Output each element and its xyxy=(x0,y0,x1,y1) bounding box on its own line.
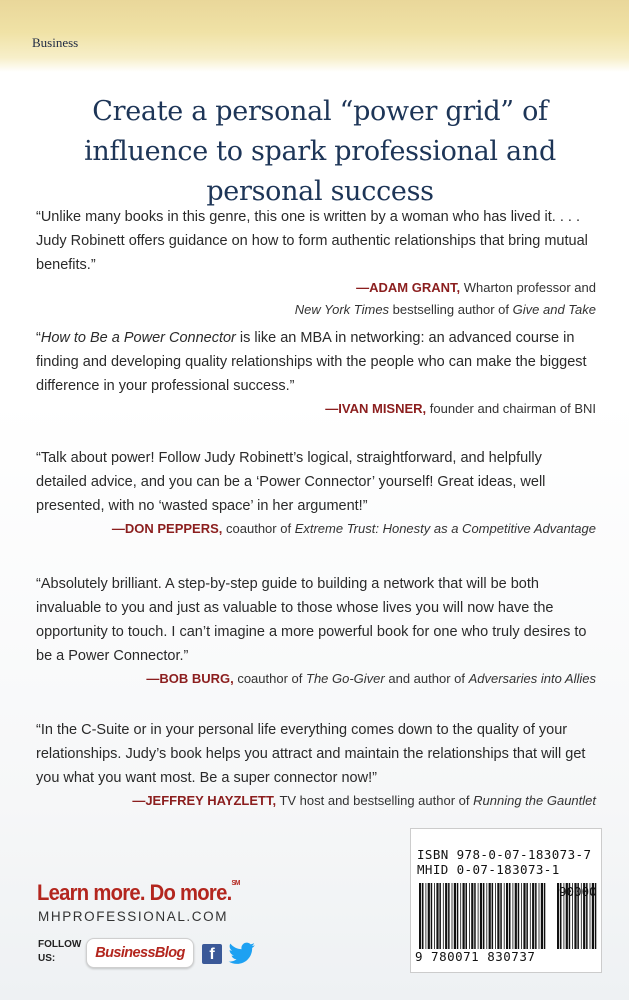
barcode-bar xyxy=(419,883,421,949)
publisher-website-link[interactable]: MHPROFESSIONAL.COM xyxy=(38,909,229,924)
isbn-number: ISBN 978-0-07-183073-7 xyxy=(417,847,592,862)
quote-attribution xyxy=(36,518,596,540)
publication-name: New York Times xyxy=(294,302,390,317)
quote-attribution xyxy=(36,668,596,690)
barcode-bar xyxy=(506,883,508,949)
barcode-bar xyxy=(428,883,430,949)
author-name: —ADAM GRANT, xyxy=(356,280,461,295)
barcode-bar xyxy=(532,883,534,949)
barcode-bar xyxy=(426,883,427,949)
barcode-bar xyxy=(489,883,491,949)
author-role: founder and chairman of BNI xyxy=(426,401,596,416)
author-role-continued: bestselling author of xyxy=(389,302,513,317)
barcode-bar xyxy=(474,883,476,949)
barcode-bar xyxy=(483,883,485,949)
quote-text-rest: is like an MBA in networking: an advanced course in finding and developing quality relationships with the people who can make the biggest difference in your professional success.” xyxy=(36,330,587,394)
author-name: —DON PEPPERS, xyxy=(111,521,223,536)
quote-bob-burg xyxy=(36,572,596,690)
author-name: —IVAN MISNER, xyxy=(325,401,427,416)
isbn-barcode xyxy=(410,828,602,973)
learn-more-slogan xyxy=(37,880,240,906)
book-title: How to Be a Power Connector xyxy=(40,330,236,346)
author-role: Wharton professor and xyxy=(460,280,596,295)
barcode-bar xyxy=(535,883,537,949)
barcode-bar xyxy=(521,883,522,949)
quote-don-peppers xyxy=(36,446,596,540)
mhid-number: MHID 0-07-183073-1 xyxy=(417,862,560,877)
twitter-icon[interactable] xyxy=(228,942,256,966)
quote-attribution xyxy=(36,398,596,420)
follow-us-label xyxy=(38,938,81,966)
barcode-bar xyxy=(486,883,487,949)
quote-text: “Unlike many books in this genre, this one is written by a woman who has lived it. . . . Judy Robinett offers guidance on how to form authentic relationships that bring mutual benefits.” xyxy=(36,209,588,273)
barcode-bar xyxy=(492,883,494,949)
barcode-bar xyxy=(422,883,424,949)
barcode-bar xyxy=(526,883,528,949)
service-mark: SM xyxy=(231,880,240,887)
barcode-bar xyxy=(445,883,447,949)
barcode-bar xyxy=(457,883,459,949)
barcode-bar xyxy=(518,883,520,949)
price-code: 90000 xyxy=(559,884,597,899)
barcode-bar xyxy=(439,883,441,949)
book-title: Running the Gauntlet xyxy=(473,793,596,808)
barcode-bar xyxy=(515,883,517,949)
barcode-bar xyxy=(509,883,511,949)
quote-text: “Talk about power! Follow Judy Robinett’s logical, straightforward, and helpfully detailed advice, and you can be a ‘Power Connector’ yourself! Great ideas, well presented, with no ‘wasted space’ in her argument!” xyxy=(36,450,546,514)
author-role: TV host and bestselling author of xyxy=(276,793,474,808)
gold-header-band xyxy=(0,0,629,72)
barcode-bar xyxy=(544,883,546,949)
quote-adam-grant xyxy=(36,205,596,321)
barcode-bar xyxy=(530,883,531,949)
barcode-bar xyxy=(469,883,470,949)
author-role-continued: and author of xyxy=(384,671,469,686)
barcode-bar xyxy=(500,883,502,949)
barcode-bar xyxy=(504,883,505,949)
author-role: coauthor of xyxy=(222,521,295,536)
category-label: Business xyxy=(32,35,79,50)
book-title: The Go-Giver xyxy=(306,671,385,686)
barcode-bar xyxy=(434,883,435,949)
quote-text xyxy=(36,326,596,398)
open-quote-mark: “ xyxy=(36,330,41,346)
barcode-bar xyxy=(523,883,525,949)
book-title: Extreme Trust: Honesty as a Competitive Advantage xyxy=(294,521,596,536)
quote-attribution xyxy=(36,790,596,812)
barcode-bar xyxy=(495,883,496,949)
author-name: —BOB BURG, xyxy=(146,671,234,686)
quote-jeffrey-hayzlett xyxy=(36,718,596,812)
facebook-glyph: f xyxy=(209,946,215,963)
barcode-bar xyxy=(497,883,499,949)
follow-line-1: FOLLOW xyxy=(38,939,82,950)
barcode-bar xyxy=(539,883,540,949)
author-name: —JEFFREY HAYZLETT, xyxy=(132,793,277,808)
barcode-bar xyxy=(436,883,438,949)
quote-text: “In the C-Suite or in your personal life everything comes down to the quality of your relationships. Judy’s book helps you attract and maintain the relationships that will get you what you want most. Be a super connector now!” xyxy=(36,722,586,786)
barcode-bar xyxy=(448,883,450,949)
facebook-icon[interactable] xyxy=(202,944,222,964)
barcode-bar xyxy=(478,883,479,949)
barcode-bar xyxy=(454,883,456,949)
barcode-bar xyxy=(466,883,468,949)
barcode-bar xyxy=(452,883,453,949)
book-title-2: Adversaries into Allies xyxy=(468,671,596,686)
barcode-bar xyxy=(480,883,482,949)
barcode-bar xyxy=(463,883,465,949)
learn-more-text: Learn more. Do more. xyxy=(37,880,232,905)
barcode-bar xyxy=(471,883,473,949)
book-title: Give and Take xyxy=(512,302,596,317)
barcode-bar xyxy=(460,883,461,949)
barcode-bar xyxy=(431,883,433,949)
business-blog-badge[interactable]: BusinessBlog xyxy=(86,938,194,968)
barcode-bar xyxy=(513,883,514,949)
barcode-digits: 9 780071 830737 xyxy=(415,949,536,964)
barcode-bar xyxy=(443,883,444,949)
headline: Create a personal “power grid” of influence to spark professional and personal success xyxy=(84,96,556,207)
follow-line-2: US: xyxy=(38,953,56,964)
barcode-bar xyxy=(541,883,543,949)
author-role: coauthor of xyxy=(233,671,306,686)
quote-attribution xyxy=(36,277,596,321)
quote-text: “Absolutely brilliant. A step-by-step guide to building a network that will be both invaluable to you and just as valuable to those whose lives you will now have the opportunity to touch. I can’t imagine a more powerful book for one who truly desires to be a Power Connector.” xyxy=(36,576,587,664)
quote-ivan-misner xyxy=(36,326,596,420)
